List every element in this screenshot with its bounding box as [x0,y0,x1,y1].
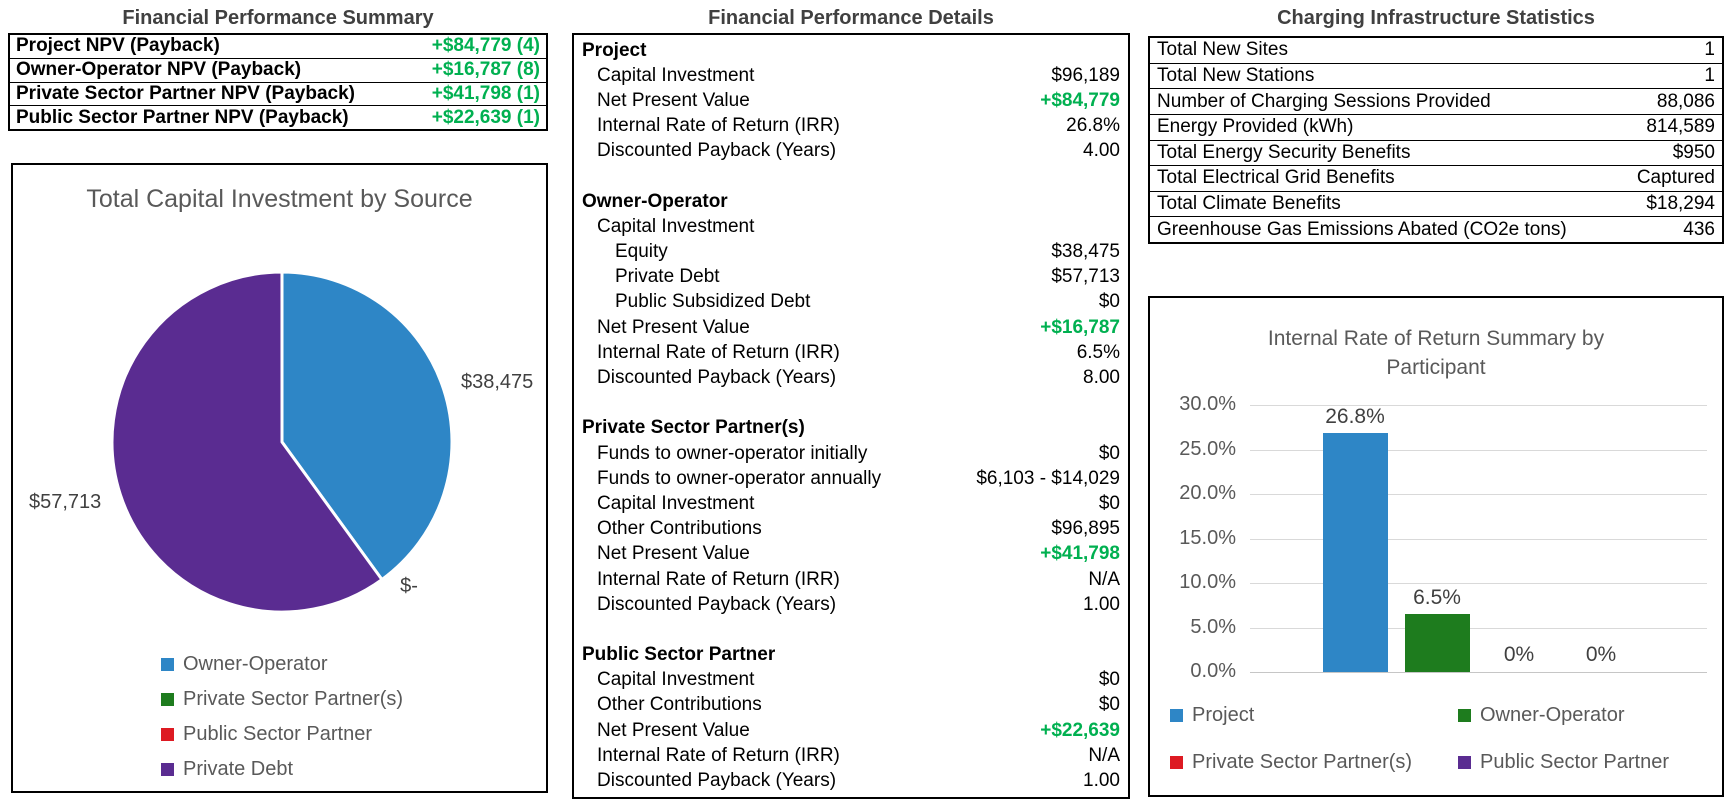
legend-swatch-icon [1458,756,1471,769]
summary-row-value: +$16,787 (8) [431,59,540,81]
summary-row-label: Project NPV (Payback) [16,35,220,57]
details-row [580,365,1120,390]
stats-table-row [1150,166,1722,192]
details-panel-title: Financial Performance Details [708,7,994,29]
details-row-value: $0 [1098,492,1120,514]
details-row [580,441,1120,466]
stats-row-label: Total Energy Security Benefits [1157,141,1411,163]
details-row-value: 26.8% [1066,115,1120,137]
legend-label: Owner-Operator [1480,703,1625,726]
details-row [580,718,1120,743]
pie-chart-graphic [110,270,454,614]
details-row-value: N/A [1088,744,1120,766]
details-row [580,542,1120,567]
details-row [580,643,1120,668]
details-row [580,189,1120,214]
stats-table-row [1150,38,1722,64]
legend-label: Public Sector Partner [183,723,372,745]
details-row-value: $96,895 [1051,518,1120,540]
stats-row-value: 88,086 [1656,90,1715,112]
y-axis-tick-label: 25.0% [1179,437,1236,460]
legend-label: Private Sector Partner(s) [183,688,404,710]
summary-row-value: +$84,779 (4) [431,35,540,57]
details-row [580,63,1120,88]
details-row-label: Public Sector Partner [582,644,776,666]
details-row-value: +$41,798 [1040,543,1120,565]
legend-swatch-icon [161,763,174,776]
details-row-value: $6,103 - $14,029 [976,467,1120,489]
bar-chart-legend [1170,703,1710,774]
details-row [580,265,1120,290]
stats-table-row [1150,141,1722,167]
pie-chart-legend [161,647,403,787]
legend-label: Public Sector Partner [1480,750,1669,773]
details-row-label: Project [582,39,647,61]
bar-chart-title-line1: Internal Rate of Return Summary by [1267,327,1605,350]
summary-row-label: Owner-Operator NPV (Payback) [16,59,302,81]
details-row-label: Funds to owner-operator initially [597,442,868,464]
details-row-label: Discounted Payback (Years) [597,140,837,162]
y-axis-tick-label: 5.0% [1190,615,1236,638]
capital-investment-pie-chart [11,163,548,793]
legend-swatch-icon [1170,756,1183,769]
details-row-value: $96,189 [1051,64,1120,86]
details-row-label: Net Present Value [597,89,750,111]
details-row-value: 6.5% [1076,341,1120,363]
legend-item [1458,703,1710,727]
details-row-label: Private Debt [615,266,720,288]
gridline [1250,672,1707,673]
bar-chart-title-line2: Participant [1386,356,1486,379]
summary-table-row [10,35,546,59]
pie-slice-label-zero: $- [400,575,418,597]
details-row-label: Public Subsidized Debt [615,291,811,313]
details-row-label: Net Present Value [597,719,750,741]
stats-row-label: Energy Provided (kWh) [1157,116,1354,138]
stats-table-row [1150,89,1722,115]
details-row [580,240,1120,265]
stats-table-row [1150,192,1722,218]
details-row-label: Capital Investment [597,669,755,691]
stats-row-value: 814,589 [1646,116,1715,138]
details-row [580,491,1120,516]
details-row [580,38,1120,63]
details-row-label: Internal Rate of Return (IRR) [597,115,840,137]
y-axis-tick-label: 15.0% [1179,526,1236,549]
stats-row-value: $18,294 [1646,193,1715,215]
gridline [1250,539,1707,540]
details-row-label: Private Sector Partner(s) [582,417,805,439]
details-row [580,693,1120,718]
legend-item [161,752,403,787]
stats-panel-title: Charging Infrastructure Statistics [1277,7,1595,29]
details-row-value: +$16,787 [1040,316,1120,338]
stats-table-row [1150,217,1722,242]
summary-row-value: +$41,798 (1) [431,82,540,104]
details-row-label: Owner-Operator [582,190,728,212]
summary-table-row [10,83,546,107]
details-row-value: 4.00 [1083,140,1120,162]
legend-item [1458,750,1710,774]
details-row-label: Net Present Value [597,316,750,338]
summary-table-row [10,106,546,129]
y-axis-tick-label: 20.0% [1179,482,1236,504]
stats-row-label: Total Climate Benefits [1157,193,1341,215]
legend-label: Owner-Operator [183,653,328,675]
legend-swatch-icon [161,728,174,741]
details-row-label: Net Present Value [597,543,750,565]
details-row-label: Other Contributions [597,518,762,540]
pie-slice-label-owner-operator: $38,475 [461,371,534,393]
details-row [580,340,1120,365]
charging-stats-table [1148,36,1724,244]
details-row-value: N/A [1088,568,1120,590]
summary-table-row [10,59,546,83]
details-row-value: +$84,779 [1040,89,1120,111]
summary-row-label: Public Sector Partner NPV (Payback) [16,106,349,128]
details-row-value: $38,475 [1051,241,1120,263]
details-row [580,668,1120,693]
details-row-label: Discounted Payback (Years) [597,770,837,792]
legend-swatch-icon [161,693,174,706]
legend-label: Project [1192,703,1255,726]
stats-row-value: $950 [1672,141,1715,163]
details-row-value: $57,713 [1051,266,1120,288]
details-row [580,567,1120,592]
details-row-label: Other Contributions [597,694,762,716]
y-axis-tick-label: 10.0% [1179,571,1236,593]
stats-row-value: 436 [1683,218,1715,240]
details-row-label: Internal Rate of Return (IRR) [597,341,840,363]
gridline [1250,450,1707,451]
stats-row-label: Total New Stations [1157,64,1315,86]
legend-item [161,717,403,752]
bar-chart-title [1150,324,1722,382]
details-row-value: 1.00 [1083,593,1120,615]
stats-row-value: Captured [1636,167,1715,189]
pie-chart-title: Total Capital Investment by Source [86,185,473,213]
details-row-value: 1.00 [1083,770,1120,792]
details-row-label: Internal Rate of Return (IRR) [597,744,840,766]
details-row [580,617,1120,642]
details-row [580,466,1120,491]
bar-owner-operator [1405,614,1470,672]
gridline [1250,628,1707,629]
summary-row-value: +$22,639 (1) [431,106,540,128]
summary-row-label: Private Sector Partner NPV (Payback) [16,82,355,104]
details-row-value: $0 [1098,291,1120,313]
stats-row-label: Total New Sites [1157,39,1288,61]
y-axis-tick-label: 30.0% [1179,393,1236,415]
details-row-value: $0 [1098,442,1120,464]
stats-row-label: Greenhouse Gas Emissions Abated (CO2e tons) [1157,218,1567,240]
details-row-value: 8.00 [1083,367,1120,389]
legend-item [161,647,403,682]
details-row-value: +$22,639 [1040,719,1120,741]
details-row [580,391,1120,416]
details-row [580,88,1120,113]
stats-row-value: 1 [1704,39,1715,61]
stats-row-value: 1 [1704,64,1715,86]
financial-summary-table [8,33,548,131]
bar-value-label: 6.5% [1413,586,1461,610]
legend-swatch-icon [1170,709,1183,722]
details-row [580,114,1120,139]
details-row [580,592,1120,617]
details-row [580,139,1120,164]
irr-bar-chart [1148,296,1724,797]
details-row-value: $0 [1098,694,1120,716]
y-axis-tick-label: 0.0% [1190,660,1236,682]
legend-swatch-icon [1458,709,1471,722]
stats-row-label: Number of Charging Sessions Provided [1157,90,1491,112]
details-row-value: $0 [1098,669,1120,691]
gridline [1250,494,1707,495]
details-row [580,214,1120,239]
legend-swatch-icon [161,658,174,671]
details-row [580,517,1120,542]
details-row [580,164,1120,189]
stats-table-row [1150,64,1722,90]
details-row [580,743,1120,768]
stats-table-row [1150,115,1722,141]
financial-details-table [572,33,1130,799]
bar-value-label: 26.8% [1325,405,1385,429]
details-row-label: Capital Investment [597,492,755,514]
details-row [580,768,1120,793]
legend-item [1170,750,1458,774]
bar-value-label: 0% [1503,643,1535,666]
stats-row-label: Total Electrical Grid Benefits [1157,167,1395,189]
bar-project [1323,433,1388,672]
details-row-label: Discounted Payback (Years) [597,367,837,389]
details-row-label: Funds to owner-operator annually [597,467,882,489]
pie-slice-label-private-debt: $57,713 [29,491,102,513]
details-row-label: Internal Rate of Return (IRR) [597,568,840,590]
details-row [580,315,1120,340]
details-row-label: Capital Investment [597,215,755,237]
details-row-label: Discounted Payback (Years) [597,593,837,615]
legend-label: Private Debt [183,758,294,780]
summary-panel-title: Financial Performance Summary [122,7,434,29]
details-row [580,416,1120,441]
legend-item [161,682,403,717]
legend-item [1170,703,1458,727]
bar-value-label: 0% [1585,643,1617,666]
legend-label: Private Sector Partner(s) [1192,750,1413,773]
gridline [1250,583,1707,584]
details-row-label: Equity [615,241,668,263]
details-row [580,290,1120,315]
details-row-label: Capital Investment [597,64,755,86]
